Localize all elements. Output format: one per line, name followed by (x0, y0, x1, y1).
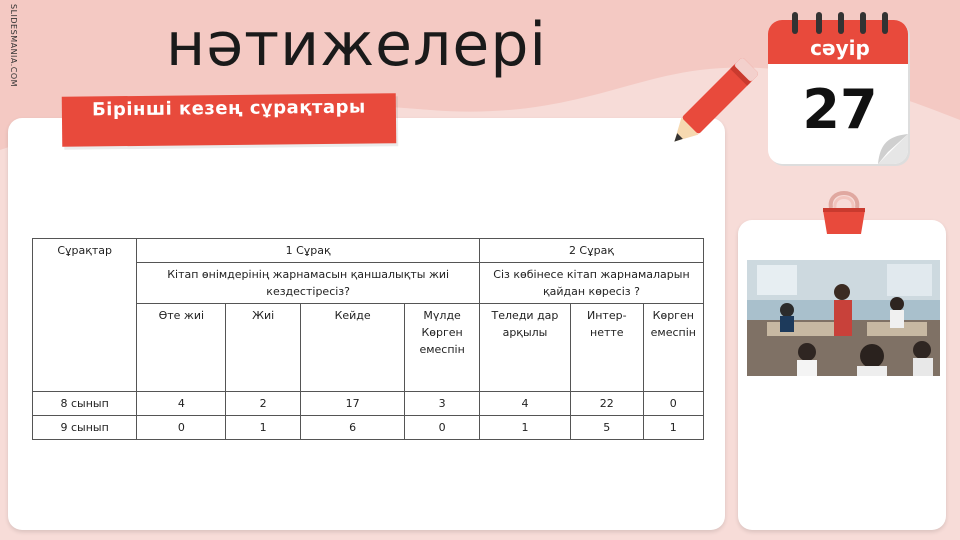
row-label: 8 сынып (33, 392, 137, 416)
q1-option: Мүлде Көрген емеспін (405, 304, 480, 392)
table-cell: 17 (300, 392, 404, 416)
watermark: SLIDESMANIA.COM (9, 4, 18, 88)
section-banner (62, 93, 397, 146)
table-cell: 3 (405, 392, 480, 416)
binder-clip-icon (815, 182, 873, 236)
table-cell: 4 (479, 392, 570, 416)
table-cell: 4 (137, 392, 226, 416)
table-cell: 0 (643, 392, 703, 416)
q2-option: Көрген емеспін (643, 304, 703, 392)
classroom-photo (747, 260, 940, 376)
q2-option: Теледи дар арқылы (479, 304, 570, 392)
survey-table (32, 238, 704, 440)
calendar-day: 27 (802, 78, 878, 141)
q1-label: 1 Сұрақ (137, 239, 480, 263)
table-cell: 1 (226, 416, 301, 440)
q2-question: Сіз көбінесе кітап жарнамаларын қайдан көресіз ? (479, 263, 703, 304)
corner-header: Сұрақтар (33, 239, 137, 392)
table-cell: 2 (226, 392, 301, 416)
row-label: 9 сынып (33, 416, 137, 440)
table-row (33, 392, 704, 416)
table-cell: 5 (570, 416, 643, 440)
table-cell: 0 (137, 416, 226, 440)
table-cell: 0 (405, 416, 480, 440)
q1-question: Кітап өнімдерінің жарнамасын қаншалықты жиі кездестіресіз? (137, 263, 480, 304)
page-title: нәтижелері (166, 10, 548, 80)
table-cell: 1 (643, 416, 703, 440)
table-header-row (33, 239, 704, 263)
q1-option: Кейде (300, 304, 404, 392)
banner-text: Бірінші кезең сұрақтары (91, 96, 366, 121)
q2-option: Интер-нетте (570, 304, 643, 392)
q2-label: 2 Сұрақ (479, 239, 703, 263)
q1-option: Өте жиі (137, 304, 226, 392)
table-row (33, 416, 704, 440)
table-cell: 1 (479, 416, 570, 440)
q1-option: Жиі (226, 304, 301, 392)
table-cell: 6 (300, 416, 404, 440)
table-cell: 22 (570, 392, 643, 416)
calendar-month: сәуір (810, 36, 870, 60)
pencil-icon (654, 52, 764, 162)
